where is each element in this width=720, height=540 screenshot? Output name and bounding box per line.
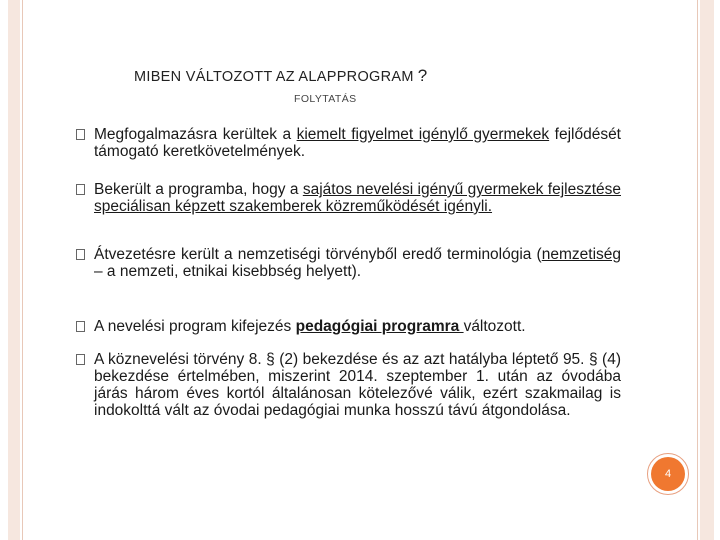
bullet-text-underlined: nemzetiség (541, 246, 621, 263)
bullet-box-icon (76, 184, 85, 195)
left-decorative-band (8, 0, 20, 540)
bullet-text: Átvezetésre került a nemzetiségi törvényből eredő terminológia ( (94, 246, 542, 263)
bullet-item-4 (76, 318, 526, 335)
bullet-item-2 (76, 181, 621, 215)
bullet-item-1 (76, 126, 621, 160)
slide-title-question-mark: ? (417, 66, 428, 85)
bullet-text: Megfogalmazásra kerültek a (94, 126, 297, 143)
right-border-line (697, 0, 698, 540)
bullet-item-3 (76, 246, 621, 280)
slide-subtitle: FOLYTATÁS (294, 93, 357, 105)
bullet-text: – a nemzeti, etnikai kisebbség helyett). (94, 263, 362, 280)
bullet-box-icon (76, 249, 85, 260)
bullet-text-underlined: sajátos nevelési igényű gyermekek fejlesztése speciálisan képzett szakemberek közreműködését igényli. (94, 181, 621, 215)
slide-title (134, 66, 428, 86)
bullet-item-5 (76, 351, 621, 419)
bullet-text: A nevelési program kifejezés (94, 318, 296, 335)
bullet-text: A köznevelési törvény 8. § (2) bekezdése és az azt hatályba léptető 95. § (4) bekezdése értelmében, miszerint 2014. szeptember 1. után az óvodába járás három éves kortól általánosan kötelezővé válik, ezért szakmailag is indokolttá vált az óvodai pedagógiai munka hosszú távú átgondolása. (94, 351, 621, 419)
bullet-text-underlined: kiemelt figyelmet igénylő gyermekek (296, 126, 550, 143)
bullet-box-icon (76, 129, 85, 140)
bullet-text: változott. (463, 318, 526, 335)
page-number-badge (647, 453, 689, 495)
bullet-box-icon (76, 321, 85, 332)
page-number: 4 (651, 457, 685, 491)
bullet-text-underlined: pedagógiai programra (295, 318, 464, 335)
slide-title-text: MIBEN VÁLTOZOTT AZ ALAPPROGRAM (134, 69, 414, 85)
bullet-box-icon (76, 354, 85, 365)
right-decorative-band (700, 0, 714, 540)
left-border-line (22, 0, 23, 540)
bullet-text: fejlődését támogató keretkövetelmények. (94, 126, 621, 160)
bullet-text: Bekerült a programba, hogy a (94, 181, 303, 198)
